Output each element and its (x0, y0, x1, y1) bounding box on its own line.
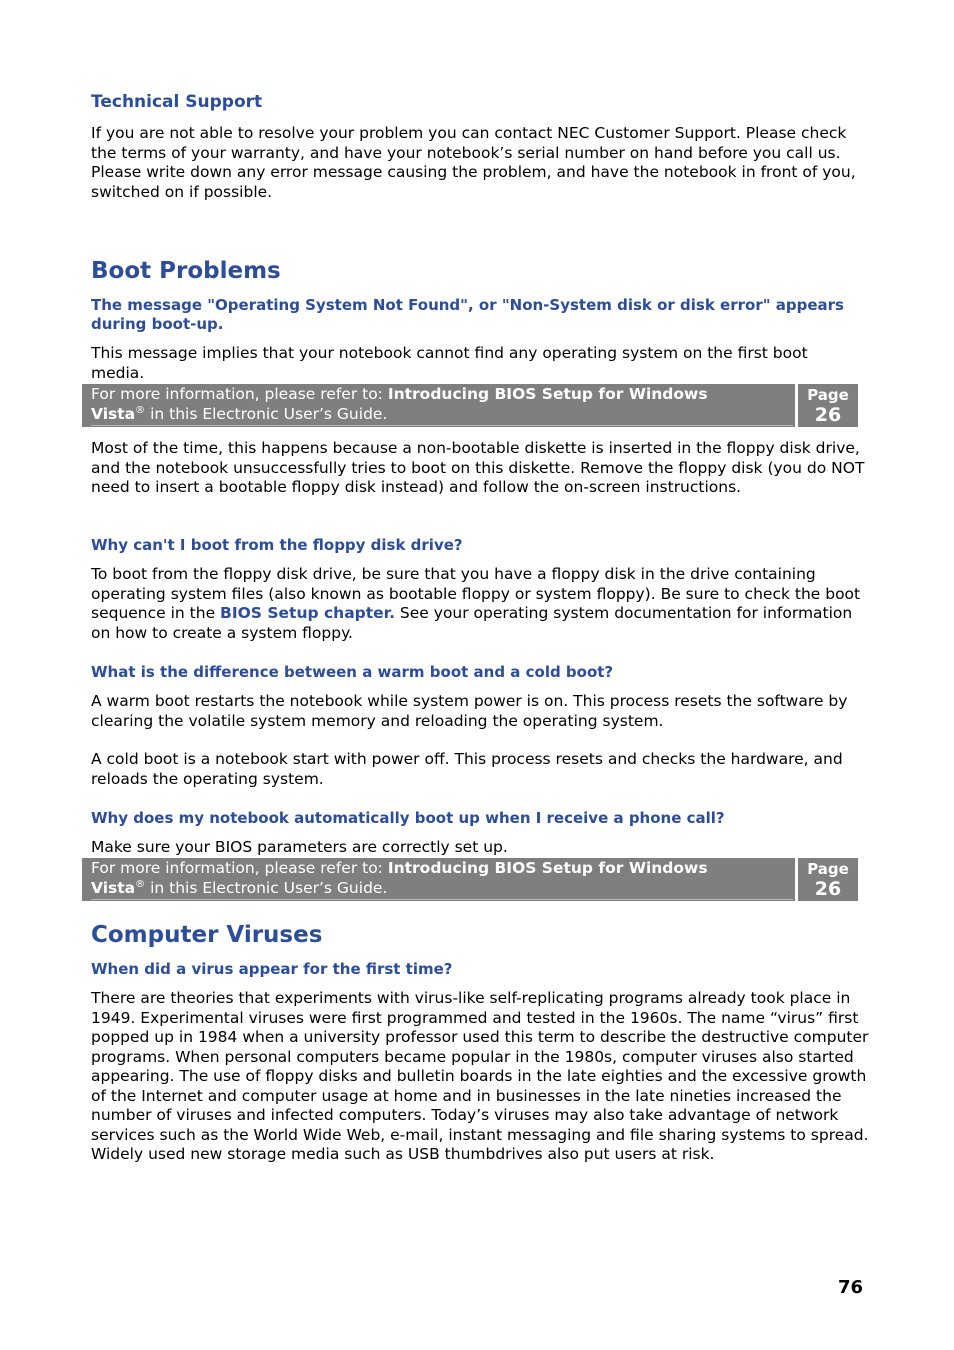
reference-text (82, 858, 795, 901)
boot-q1-answer: This message implies that your notebook cannot find any operating system on the first boot media. (91, 344, 808, 382)
reference-link-vista[interactable]: Vista (91, 404, 136, 423)
page-label: Page (807, 860, 849, 878)
reference-suffix: in this Electronic User’s Guide. (145, 404, 388, 423)
reference-suffix: in this Electronic User’s Guide. (145, 878, 388, 897)
registered-mark: ® (135, 404, 146, 416)
boot-q2-answer-pre: To boot from the floppy disk drive, be sure that you have a floppy disk in the drive containing operating system files (also known as bootable floppy or system floppy). Be sure to check the boot sequence in the (91, 565, 861, 622)
virus-question: When did a virus appear for the first time? (91, 960, 453, 978)
boot-q3-answer1: A warm boot restarts the notebook while system power is on. This process resets the software by clearing the volatile system memory and reloading the operating system. (91, 692, 848, 730)
boot-q3-answer2: A cold boot is a notebook start with power off. This process resets and checks the hardware, and reloads the operating system. (91, 750, 843, 788)
virus-answer: There are theories that experiments with virus-like self-replicating programs already took place in 1949. Experimental viruses were first programmed and tested in the 1960s. The name “virus” first popped up in 1984 when a university professor used this term to describe the destructive computer programs. When personal computers became popular in the 1980s, computer viruses also started appearing. The use of floppy disks and bulletin boards in the late eighties and the excessive growth of the Internet and computer usage at home and in businesses in the late nineties increased the number of viruses and infected computers. Today’s viruses may also take advantage of network services such as the World Wide Web, e-mail, instant messaging and file sharing systems to spread. Widely used new storage media such as USB thumbdrives also put users at risk. (91, 989, 869, 1163)
boot-q4-answer: Make sure your BIOS parameters are correctly set up. (91, 838, 508, 856)
reference-link-vista[interactable]: Vista (91, 878, 136, 897)
page-number: 76 (838, 1277, 864, 1298)
boot-q4-question: Why does my notebook automatically boot up when I receive a phone call? (91, 809, 725, 827)
reference-box-1 (82, 384, 858, 427)
boot-q1-question: The message "Operating System Not Found", or "Non-System disk or disk error" appears during boot-up. (91, 296, 844, 333)
reference-prefix: For more information, please refer to: (91, 859, 388, 877)
reference-prefix: For more information, please refer to: (91, 385, 388, 403)
divider (91, 425, 793, 426)
boot-q3-question: What is the difference between a warm boot and a cold boot? (91, 663, 614, 681)
page-label: Page (807, 386, 849, 404)
reference-link[interactable]: Introducing BIOS Setup for Windows (387, 859, 708, 877)
bios-setup-link[interactable]: BIOS Setup chapter. (220, 604, 395, 622)
reference-link[interactable]: Introducing BIOS Setup for Windows (387, 385, 708, 403)
boot-q2-answer (91, 565, 866, 643)
boot-problems-heading: Boot Problems (91, 258, 281, 284)
boot-q1-after: Most of the time, this happens because a non-bootable diskette is inserted in the floppy disk drive, and the notebook unsuccessfully tries to boot on this diskette. Remove the floppy disk (you do NOT need to insert a bootable floppy disk instead) and follow the on-screen instructions. (91, 439, 865, 496)
boot-q2-answer-post: See your operating system documentation for information on how to create a system floppy. (91, 604, 853, 642)
page-reference-number: 26 (814, 878, 842, 900)
technical-support-body: If you are not able to resolve your problem you can contact NEC Customer Support. Please check the terms of your warranty, and have your notebook’s serial number on hand before you call us. Please write down any error message causing the problem, and have the notebook in front of you, switched on if possible. (91, 124, 856, 201)
technical-support-heading: Technical Support (91, 92, 263, 112)
computer-viruses-heading: Computer Viruses (91, 922, 323, 948)
page-reference[interactable] (798, 858, 858, 901)
page-reference[interactable] (798, 384, 858, 427)
page-reference-number: 26 (814, 404, 842, 426)
registered-mark: ® (135, 878, 146, 890)
reference-box-2 (82, 858, 858, 901)
divider (91, 899, 793, 900)
reference-text (82, 384, 795, 427)
boot-q2-question: Why can't I boot from the floppy disk drive? (91, 536, 463, 554)
